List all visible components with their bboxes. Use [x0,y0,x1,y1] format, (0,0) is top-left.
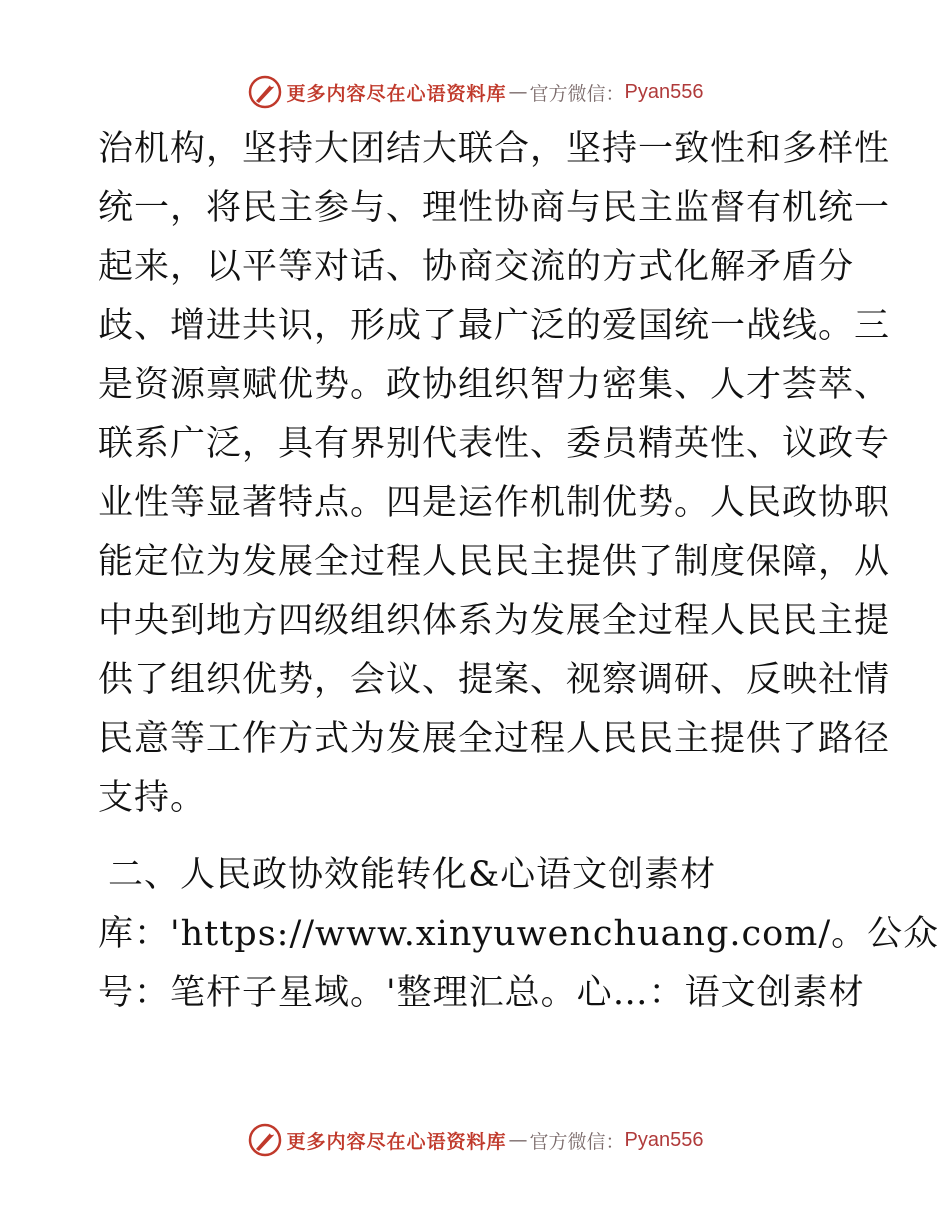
body-line: 是资源禀赋优势。政协组织智力密集、人才荟萃、 [98,365,891,405]
footer-watermark-banner [0,1120,950,1160]
header-watermark-banner [0,72,950,112]
pen-logo-icon [247,74,283,110]
body-line: 库：'https://www.xinyuwenchuang.com/。公众 [98,914,940,954]
body-line: 号：笔杆子星域。'整理汇总。心…：语文创素材 [98,973,865,1013]
banner-wechat-label: 官方微信： [529,82,625,105]
banner-wechat-label: 官方微信： [529,1130,625,1153]
body-line: 中央到地方四级组织体系为发展全过程人民民主提 [98,601,891,641]
banner-separator: — [508,1129,528,1151]
body-line: 统一，将民主参与、理性协商与民主监督有机统一 [98,188,891,228]
body-line: 能定位为发展全过程人民民主提供了制度保障，从 [98,542,891,582]
document-body [98,120,940,1023]
body-line: 支持。 [98,778,207,818]
body-line: 民意等工作方式为发展全过程人民民主提供了路径 [98,719,891,759]
banner-separator: — [508,81,528,103]
body-line: 供了组织优势，会议、提案、视察调研、反映社情 [98,660,891,700]
body-line: 歧、增进共识，形成了最广泛的爱国统一战线。三 [98,306,891,346]
banner-promo-text: 更多内容尽在心语资料库 [286,82,507,105]
body-line: 起来，以平等对话、协商交流的方式化解矛盾分 [98,247,855,287]
pen-logo-icon [247,1122,283,1158]
banner-wechat-id: Pyan556 [624,80,704,103]
banner-wechat-id: Pyan556 [624,1128,704,1151]
body-line: 业性等显著特点。四是运作机制优势。人民政协职 [98,483,891,523]
section-heading: 二、人民政协效能转化&心语文创素材 [108,855,717,895]
body-line: 联系广泛，具有界别代表性、委员精英性、议政专 [98,424,891,464]
body-line: 治机构，坚持大团结大联合，坚持一致性和多样性 [98,129,891,169]
banner-promo-text: 更多内容尽在心语资料库 [286,1130,507,1153]
